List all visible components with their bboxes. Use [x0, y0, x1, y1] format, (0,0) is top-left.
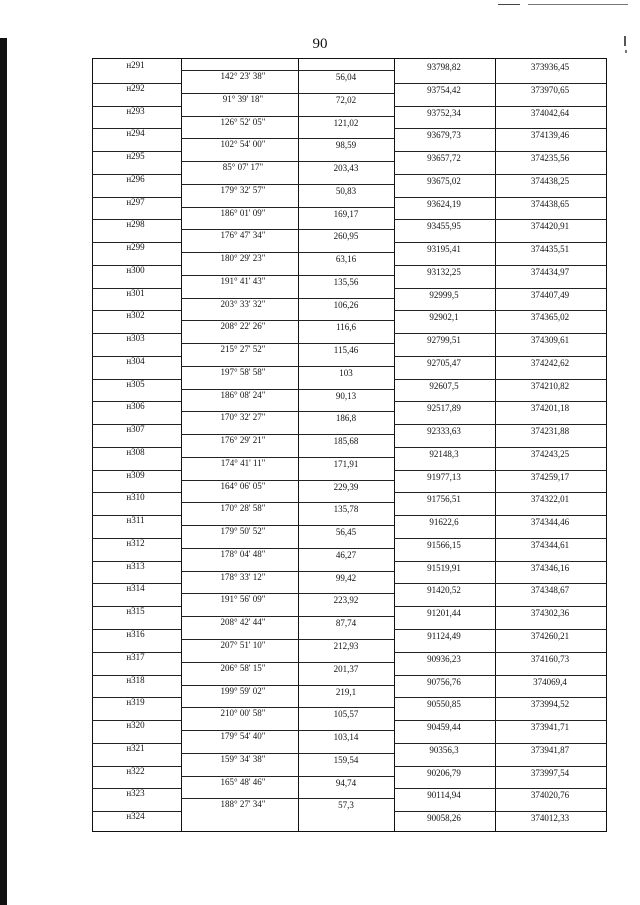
point-x: 92333,63	[427, 426, 461, 437]
point-x: 93132,25	[427, 266, 461, 277]
point-y: 374438,65	[530, 198, 570, 209]
row-separator	[394, 219, 606, 220]
segment-length: 50,83	[335, 185, 357, 196]
point-id: н319	[126, 697, 145, 708]
row-separator	[394, 492, 606, 493]
point-x: 92517,89	[427, 403, 461, 414]
point-x: 93455,95	[427, 221, 461, 232]
table-border-bottom	[92, 831, 607, 832]
segment-length: 103,14	[333, 732, 359, 743]
point-x: 91124,49	[427, 631, 461, 641]
segment-separator	[298, 411, 394, 412]
point-id: н304	[126, 355, 145, 366]
segment-length: 201,37	[333, 663, 359, 674]
segment-separator	[298, 548, 394, 549]
point-x: 93679,73	[427, 130, 461, 141]
point-id: н294	[126, 128, 145, 139]
direction-angle: 91° 39' 18"	[222, 93, 264, 104]
point-y: 374344,46	[530, 517, 570, 528]
point-id: н316	[126, 629, 145, 639]
direction-angle: 85° 07' 17"	[222, 162, 264, 173]
point-y: 374348,67	[530, 585, 570, 596]
row-separator	[394, 356, 606, 357]
row-separator	[394, 766, 606, 767]
segment-length: 135,78	[333, 504, 359, 515]
point-y: 374012,33	[530, 813, 570, 824]
point-id: н296	[126, 173, 145, 184]
direction-angle: 197° 58' 58"	[220, 366, 266, 377]
point-id: н313	[126, 560, 145, 571]
segment-separator	[298, 70, 394, 71]
column-border	[606, 58, 607, 832]
point-id: н320	[126, 720, 145, 731]
segment-length: 56,04	[335, 72, 357, 82]
segment-length: 103	[339, 367, 353, 378]
point-x: 90459,44	[427, 722, 461, 733]
point-y: 373970,65	[530, 84, 570, 95]
row-separator	[394, 675, 606, 676]
point-x: 92705,47	[427, 357, 461, 368]
binding-edge	[0, 38, 7, 905]
point-id: н292	[126, 82, 145, 93]
row-separator	[394, 151, 606, 152]
direction-angle: 191° 41' 43"	[220, 275, 266, 286]
point-x: 91977,13	[427, 471, 461, 482]
row-separator	[394, 83, 606, 84]
segment-separator	[298, 184, 394, 185]
segment-length: 94,74	[335, 777, 357, 788]
page-number: 90	[312, 36, 328, 52]
point-y: 374260,21	[530, 631, 570, 641]
point-x: 91420,52	[427, 585, 461, 596]
direction-angle: 206° 58' 15"	[220, 662, 266, 673]
segment-separator	[298, 320, 394, 321]
point-y: 374346,16	[530, 562, 570, 573]
segment-separator	[298, 730, 394, 731]
point-x: 91201,44	[427, 608, 461, 619]
scan-mark	[498, 4, 520, 5]
point-x: 93624,19	[427, 198, 461, 209]
point-id: н309	[126, 469, 145, 480]
segment-length: 98,59	[335, 140, 357, 151]
direction-angle: 164° 06' 05"	[220, 480, 266, 491]
direction-angle: 179° 50' 52"	[220, 526, 266, 537]
point-id: н305	[126, 378, 145, 389]
segment-length: 260,95	[333, 231, 359, 242]
segment-separator	[298, 525, 394, 526]
row-separator	[394, 424, 606, 425]
row-separator	[394, 242, 606, 243]
direction-angle: 165° 48' 46"	[220, 776, 266, 787]
row-separator	[394, 379, 606, 380]
row-separator	[394, 128, 606, 129]
segment-length: 186,8	[335, 413, 357, 424]
point-id: н291	[126, 60, 145, 70]
direction-angle: 179° 32' 57"	[220, 184, 266, 195]
point-id: н298	[126, 219, 145, 230]
point-y: 374042,64	[530, 107, 570, 118]
segment-length: 116,6	[336, 322, 356, 333]
row-separator	[394, 106, 606, 107]
segment-length: 56,45	[335, 527, 357, 538]
direction-angle: 178° 33' 12"	[220, 571, 266, 582]
segment-separator	[298, 616, 394, 617]
row-separator	[394, 447, 606, 448]
coordinates-table	[92, 58, 607, 832]
point-id: н318	[126, 674, 145, 685]
direction-angle: 186° 08' 24"	[220, 389, 266, 400]
point-x: 90550,85	[427, 699, 461, 710]
point-y: 374322,01	[530, 494, 570, 505]
row-separator	[394, 652, 606, 653]
segment-length: 169,17	[333, 208, 359, 219]
direction-angle: 176° 47' 34"	[220, 230, 266, 241]
point-x: 90058,26	[427, 813, 461, 824]
point-y: 374210,82	[530, 380, 570, 391]
segment-separator	[298, 776, 394, 777]
point-id: н303	[126, 333, 145, 344]
row-separator	[394, 265, 606, 266]
segment-separator	[298, 593, 394, 594]
direction-angle: 199° 59' 02"	[220, 685, 266, 696]
point-x: 91566,15	[427, 539, 461, 550]
segment-separator	[298, 502, 394, 503]
direction-angle: 159° 34' 38"	[220, 753, 266, 764]
row-separator	[394, 720, 606, 721]
segment-separator	[298, 389, 394, 390]
row-separator	[394, 811, 606, 812]
segment-length: 159,54	[333, 754, 359, 765]
direction-angle: 210° 00' 58"	[220, 708, 266, 719]
point-y: 373994,52	[530, 699, 570, 710]
row-separator	[394, 583, 606, 584]
segment-separator	[298, 571, 394, 572]
point-y: 374434,97	[530, 266, 570, 277]
point-id: н324	[126, 811, 145, 822]
segment-length: 90,13	[335, 390, 357, 401]
point-y: 373941,87	[530, 744, 570, 755]
point-id: н297	[126, 196, 145, 207]
point-id: н317	[126, 651, 145, 662]
point-y: 374139,46	[530, 130, 570, 141]
direction-angle: 179° 54' 40"	[220, 731, 266, 742]
direction-angle: 142° 23' 38"	[220, 71, 266, 81]
segment-length: 106,26	[333, 299, 359, 310]
point-x: 90114,94	[427, 790, 461, 801]
direction-angle: 170° 32' 27"	[220, 412, 266, 423]
point-y: 374020,76	[530, 790, 570, 801]
point-x: 91756,51	[427, 494, 461, 505]
segment-separator	[298, 457, 394, 458]
point-x: 90356,3	[429, 744, 459, 755]
point-y: 373941,71	[530, 722, 570, 733]
segment-length: 87,74	[335, 618, 357, 629]
segment-length: 105,57	[333, 709, 359, 720]
point-id: н312	[126, 537, 145, 548]
segment-separator	[298, 798, 394, 799]
column-border	[181, 58, 182, 832]
point-id: н314	[126, 583, 145, 594]
direction-angle: 102° 54' 00"	[220, 139, 266, 150]
direction-angle: 188° 27' 34"	[220, 799, 266, 810]
segment-length: 185,68	[333, 436, 359, 447]
point-id: н299	[126, 242, 145, 253]
direction-angle: 186° 01' 09"	[220, 207, 266, 218]
point-id: н301	[126, 287, 145, 298]
row-separator	[394, 401, 606, 402]
segment-length: 203,43	[333, 163, 359, 174]
segment-length: 57,3	[338, 800, 354, 811]
row-separator	[394, 629, 606, 630]
point-id: н322	[126, 765, 145, 776]
point-y: 374407,49	[530, 289, 570, 300]
direction-angle: 170° 28' 58"	[220, 503, 266, 514]
point-y: 374160,73	[530, 653, 570, 664]
point-y: 374309,61	[530, 335, 570, 346]
point-x: 91622,6	[429, 517, 459, 528]
point-y: 374069,4	[533, 676, 567, 687]
point-id: н293	[126, 105, 145, 116]
point-id: н307	[126, 424, 145, 435]
point-x: 92902,1	[429, 312, 459, 323]
segment-length: 223,92	[333, 595, 359, 606]
point-x: 92799,51	[427, 335, 461, 346]
direction-angle: 208° 42' 44"	[220, 617, 266, 628]
point-y: 374438,25	[530, 175, 570, 186]
point-x: 92148,3	[429, 448, 459, 459]
segment-separator	[298, 161, 394, 162]
point-id: н300	[126, 264, 145, 275]
point-x: 93754,42	[427, 84, 461, 95]
row-separator	[394, 288, 606, 289]
segment-separator	[298, 116, 394, 117]
point-x: 93195,41	[427, 244, 461, 255]
segment-separator	[298, 229, 394, 230]
point-y: 374259,17	[530, 471, 570, 482]
segment-length: 212,93	[333, 641, 359, 651]
segment-separator	[298, 207, 394, 208]
direction-angle: 207° 51' 10"	[220, 640, 266, 650]
segment-separator	[298, 138, 394, 139]
point-y: 374243,25	[530, 448, 570, 459]
segment-separator	[298, 252, 394, 253]
point-id: н310	[126, 492, 145, 503]
segment-length: 229,39	[333, 481, 359, 492]
segment-separator	[298, 685, 394, 686]
row-separator	[394, 174, 606, 175]
point-id: н306	[126, 401, 145, 412]
row-separator	[394, 697, 606, 698]
row-separator	[394, 743, 606, 744]
point-y: 374420,91	[530, 221, 570, 232]
row-separator	[394, 333, 606, 334]
segment-separator	[298, 275, 394, 276]
point-x: 90756,76	[427, 676, 461, 687]
segment-separator	[298, 639, 394, 640]
segment-length: 72,02	[335, 94, 357, 105]
point-x: 93798,82	[427, 62, 461, 72]
segment-length: 99,42	[335, 572, 357, 583]
row-separator	[394, 310, 606, 311]
row-separator	[394, 515, 606, 516]
segment-separator	[298, 366, 394, 367]
row-separator	[394, 470, 606, 471]
segment-length: 115,46	[333, 345, 359, 356]
point-id: н308	[126, 446, 145, 457]
segment-length: 63,16	[335, 254, 357, 265]
point-x: 91519,91	[427, 562, 461, 573]
direction-angle: 180° 29' 23"	[220, 253, 266, 264]
segment-separator	[298, 480, 394, 481]
point-id: н321	[126, 742, 145, 753]
segment-separator	[298, 707, 394, 708]
segment-separator	[298, 343, 394, 344]
segment-separator	[298, 93, 394, 94]
row-separator	[394, 606, 606, 607]
point-y: 374231,88	[530, 426, 570, 437]
point-y: 373936,45	[530, 62, 570, 72]
segment-length: 46,27	[335, 549, 357, 560]
direction-angle: 174° 41' 11"	[220, 457, 266, 468]
direction-angle: 208° 22' 26"	[220, 321, 266, 332]
direction-angle: 126° 52' 05"	[220, 116, 266, 127]
point-y: 374435,51	[530, 244, 570, 255]
point-y: 374365,02	[530, 312, 570, 323]
row-separator	[394, 538, 606, 539]
direction-angle: 191° 56' 09"	[220, 594, 266, 605]
point-x: 90936,23	[427, 653, 461, 664]
point-x: 93657,72	[427, 153, 461, 164]
point-id: н315	[126, 606, 145, 617]
scan-mark	[528, 4, 628, 5]
point-y: 374344,61	[530, 539, 570, 550]
point-id: н302	[126, 310, 145, 321]
point-x: 92607,5	[429, 380, 459, 391]
point-y: 374235,56	[530, 153, 570, 164]
point-x: 93752,34	[427, 107, 461, 118]
row-separator	[394, 197, 606, 198]
segment-length: 171,91	[333, 458, 359, 469]
point-y: 374302,36	[530, 608, 570, 619]
segment-separator	[298, 753, 394, 754]
point-id: н311	[126, 515, 145, 526]
row-separator	[394, 788, 606, 789]
segment-separator	[298, 298, 394, 299]
direction-angle: 203° 33' 32"	[220, 298, 266, 309]
table-border-top	[92, 58, 607, 59]
direction-angle: 176° 29' 21"	[220, 435, 266, 446]
row-separator	[394, 561, 606, 562]
point-y: 374242,62	[530, 357, 570, 368]
point-id: н323	[126, 788, 145, 799]
point-x: 90206,79	[427, 767, 461, 778]
point-y: 374201,18	[530, 403, 570, 414]
segment-length: 121,02	[333, 117, 359, 128]
point-y: 373997,54	[530, 767, 570, 778]
point-x: 93675,02	[427, 175, 461, 186]
segment-length: 135,56	[333, 276, 359, 287]
direction-angle: 178° 04' 48"	[220, 548, 266, 559]
point-id: н295	[126, 151, 145, 162]
segment-separator	[298, 434, 394, 435]
segment-separator	[298, 662, 394, 663]
point-x: 92999,5	[429, 289, 459, 300]
segment-length: 219,1	[335, 686, 357, 697]
direction-angle: 215° 27' 52"	[220, 344, 266, 355]
